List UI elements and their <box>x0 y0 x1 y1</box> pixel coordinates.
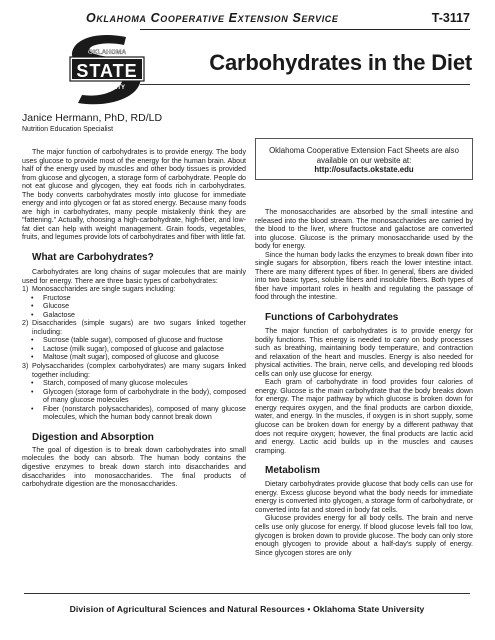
metabolism-paragraph-1: Dietary carbohydrates provide glucose that body cells can use for energy. Excess glucose beyond what the body needs for immediate energy is converted into glycogen, a storage form of carbohydrate, or converted into fat and stored in body fat cells. <box>255 480 473 514</box>
list-item: • Fructose <box>31 293 71 302</box>
info-box-text: Oklahoma Cooperative Extension Fact Sheets are also available on our website at: <box>269 146 459 165</box>
page-header <box>24 10 470 30</box>
fiber-paragraph: Since the human body lacks the enzymes to break down fiber into single sugars for absorption, fibers reach the lower intestine intact. There are many different types of fiber. In general, fibers are divided into two basic types, soluble fibers and insoluble fibers. Both types of fiber have important roles in health and regulating the passage of food through the intestine. <box>255 250 473 302</box>
page-footer: Division of Agricultural Sciences and Natural Resources • Oklahoma State University <box>69 604 425 614</box>
page-title: Carbohydrates in the Diet <box>209 50 472 75</box>
functions-paragraph-2: Each gram of carbohydrate in food provides four calories of energy. Glucose is the main carbohydrate that the body breaks down for energy. The major pathway by which glucose is broken down for energy requires oxygen, and the final products are carbon dioxide, water, and energy. In the muscles, if oxygen is in short supply, some glucose can be broken down for energy by a different pathway that does not require oxygen; however, the final products are lactic acid and energy. Lactic acid builds up in the muscles and causes cramping. <box>255 378 473 455</box>
osu-logo <box>66 33 148 107</box>
functions-paragraph-1: The major function of carbohydrates is to provide energy for bodily functions. This energy is needed to carry on body processes such as breathing, maintaining body temperature, and contraction and relaxation of the heart and muscles. Energy is also needed for physical activities. The brain, nerve cells, and developing red bloods cells can only use glucose for energy. <box>255 327 473 378</box>
metabolism-paragraph-2: Glucose provides energy for all body cells. The brain and nerve cells use only glucose for energy. If blood glucose levels fall too low, glycogen is broken down to provide glucose. The body can only store enough glycogen to provide about a half-day's supply of energy. Since glycogen stores are only <box>255 514 473 557</box>
what-paragraph: Carbohydrates are long chains of sugar molecules that are mainly used for energy. There are three basic types of carbohydrates: <box>22 268 246 285</box>
list-item: • Galactose <box>31 310 75 319</box>
digestion-heading: Digestion and Absorption <box>32 431 154 443</box>
list-item: 1) Monosaccharides are single sugars including: <box>22 285 176 294</box>
list-item: • Starch, composed of many glucose molecules <box>31 379 188 388</box>
series-name: Oklahoma Cooperative Extension Service <box>86 11 339 25</box>
digestion-paragraph: The goal of digestion is to break down carbohydrates into small molecules the body can absorb. The human body contains the digestive enzymes to break down starch into disaccharides and disaccharides into monosaccharides. The final products of carbohydrate digestion are the monosaccharides. <box>22 445 246 489</box>
header-rule <box>140 29 470 30</box>
right-column <box>255 208 473 557</box>
functions-heading: Functions of Carbohydrates <box>265 312 399 324</box>
list-item: • Lactose (milk sugar), composed of glucose and galactose <box>31 344 224 353</box>
fact-sheet-code: T-3117 <box>431 11 470 25</box>
website-info-box <box>255 138 473 180</box>
list-item: 2) Disaccharides (simple sugars) are two sugars linked together including: <box>22 319 246 336</box>
intro-paragraph: The major function of carbohydrates is to provide energy. The body uses glucose to provide most of the energy for the human brain. About half of the energy used by muscles and other body tissues is provided from glucose and glycogen, a storage form of carbohydrate. People do not eat glucose and glycogen, they eat foods rich in carbohydrates. The body converts carbohydrates mostly into glucose for immediate energy and into glycogen or fat as stored energy. Because many foods are high in carbohydrates, many people mistakenly think they are "fattening." Actually, choosing a high-carbohydrate, high-fiber, and low-fat diet can help with weight management. Grain foods, vegetables, fruits, and legumes provide lots of carbohydrates and fiber with little fat. <box>22 148 246 242</box>
left-column <box>22 148 246 489</box>
what-heading: What are Carbohydrates? <box>32 252 154 264</box>
list-item: • Maltose (malt sugar), composed of glucose and glucose <box>31 353 219 362</box>
logo-big-text: STATE <box>76 61 138 81</box>
footer-rule <box>24 593 470 594</box>
logo-top-text: OKLAHOMA <box>87 49 127 56</box>
osu-logo-graphic <box>66 33 148 107</box>
list-item: 3) Polysaccharides (complex carbohydrates) are many sugars linked together including: <box>22 362 246 379</box>
author-name: Janice Hermann, PhD, RD/LD <box>22 112 163 124</box>
title-rule <box>140 84 470 85</box>
absorption-paragraph: The monosaccharides are absorbed by the small intestine and released into the blood stream. The monosaccharides are carried by the blood to the liver, where fructose and galactose are converted into glucose. Glucose is the primary monosaccharide used by the body for energy. <box>255 208 473 251</box>
author-role: Nutrition Education Specialist <box>22 126 114 133</box>
website-link[interactable]: http://osufacts.okstate.edu <box>314 165 414 174</box>
list-item: • Glucose <box>31 302 70 311</box>
logo-bottom-text: UNIVERSITY <box>88 85 126 91</box>
list-item: • Glycogen (storage form of carbohydrate in the body), composed of many glucose molecules <box>31 387 246 405</box>
list-item: • Sucrose (table sugar), composed of glucose and fructose <box>31 336 223 345</box>
list-item: • Fiber (nonstarch polysaccharides), composed of many glucose molecules, which the human body cannot break down <box>31 404 246 422</box>
metabolism-heading: Metabolism <box>265 465 321 477</box>
carbohydrate-types-list <box>22 285 246 422</box>
